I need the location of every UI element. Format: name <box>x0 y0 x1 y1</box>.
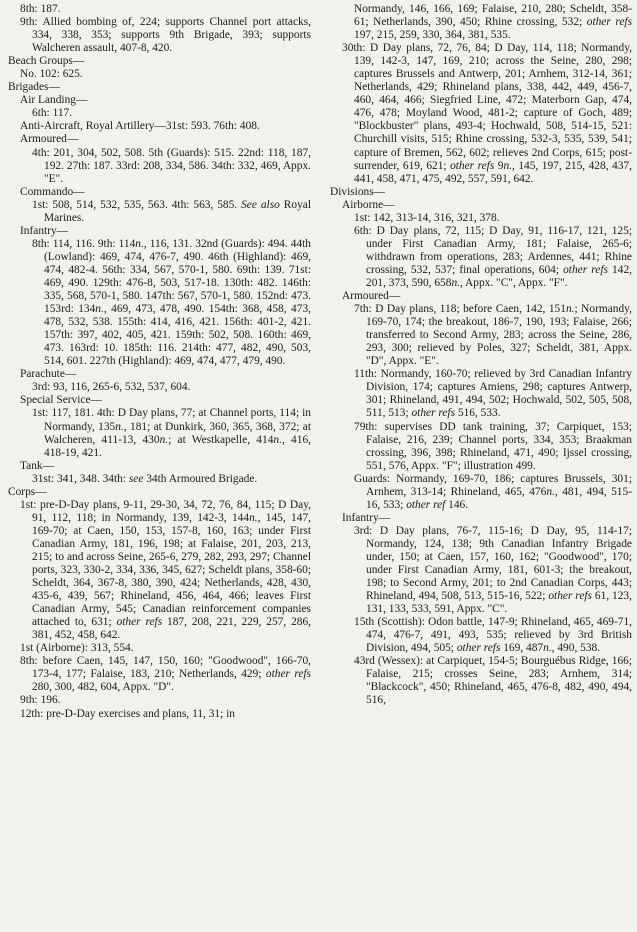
entry-text: 4th: 201, 304, 502, 508. 5th (Guards): 515. 22nd: 118, 187, 192. 27th: 187. 33rd: 208, 334, 586. 34th: 332, 469, Appx. "E". <box>32 146 311 185</box>
entry-text: 15th (Scottish): Odon battle, 147-9; Rhineland, 465, 469-71, 474, 476-7, 491, 493, 535; relieved by 3rd British Division, 494, 505; <box>354 616 632 655</box>
index-entry <box>330 290 632 303</box>
entry-text: 12th: pre-D-Day exercises and plans, 11, 31; in <box>20 707 235 720</box>
italic-text: other refs <box>548 590 592 603</box>
entry-text: 7th: D Day plans, 118; before Caen, 142, 151 <box>354 303 566 316</box>
italic-text: n. <box>249 511 258 524</box>
index-entry <box>8 381 311 394</box>
entry-text: , 490, 538. <box>551 642 601 655</box>
italic-text: other refs <box>563 263 608 276</box>
entry-text: 61, 123, 131, 133, 533, 591, Appx. "C". <box>366 590 632 616</box>
entry-text: No. 102: 625. <box>20 68 83 81</box>
index-entry <box>8 407 311 459</box>
entry-text: 1st: pre-D-Day plans, 9-11, 29-30, 34, 72, 76, 84, 115; D Day, 91, 112, 118; in Normandy, 139, 142-3, 144 <box>20 498 311 524</box>
index-entry <box>330 212 632 225</box>
entry-text: ; Normandy, 169-70, 174; the breakout, 186-7, 190, 193; Falaise, 266; transferred to Second Army, 283; across the Seine, 286, 293, 300; relieved by Poles, 327; Scheldt, 381, Appx. "D", Appx. "E". <box>366 303 632 368</box>
entry-text: Anti-Aircraft, Royal Artillery—31st: 593. 76th: 408. <box>20 120 260 133</box>
entry-text: 31st: 341, 348. 34th: <box>32 472 129 485</box>
entry-text: 43rd (Wessex): at Carpiquet, 154-5; Bourguébus Ridge, 166; Falaise, 215; crosses Seine, 283; Arnhem, 314; "Blackcock", 450; Rhineland, 465, 476-8, 482, 490, 494, 516, <box>354 655 632 707</box>
italic-text: other refs <box>456 642 501 655</box>
italic-text: other refs <box>116 616 163 629</box>
index-entry <box>330 42 632 186</box>
italic-text: n. <box>543 642 552 655</box>
index-entry <box>330 368 632 420</box>
entry-text: 6th: D Day plans, 72, 115; D Day, 91, 116-17, 121, 125; under First Canadian Army, 181; Falaise, 265-6; withdrawn from operations, 283; Ardennes, 441; Rhine crossing, 532, 537; final operations, 604; <box>354 224 632 276</box>
entry-text: Airborne— <box>342 198 395 211</box>
index-entry <box>8 16 311 55</box>
entry-text: 9th: 196. <box>20 694 61 707</box>
index-column-right <box>330 3 632 708</box>
index-entry <box>8 473 311 486</box>
italic-text: see <box>128 472 144 485</box>
index-entry <box>8 120 311 133</box>
entry-text: 3rd: D Day plans, 76-7, 115-16; D Day, 95, 114-17; Normandy, 124, 138; 9th Canadian Infantry Brigade under, 150; at Caen, 157, 160, 162; "Goodwood", 170; under First Canadian Army, 181, 601-3; the breakout, 198; to Second Army, 201; to 2nd Canadian Corps, 443; Rhineland, 494, 508, 513, 515-16, 522; <box>354 524 632 603</box>
entry-text: 9th: Allied bombing of, 224; supports Channel port attacks, 334, 338, 353; supports 9th Brigade, 393; supports Walcheren assault, 407-8, 420. <box>20 16 311 55</box>
italic-text: n. <box>135 237 144 250</box>
entry-text: Normandy, 146, 166, 169; Falaise, 210, 280; Scheldt, 358-61; Netherlands, 390, 450; Rhine crossing, 532; <box>354 3 632 29</box>
italic-text: n. <box>273 433 282 446</box>
italic-text: n. <box>503 159 512 172</box>
index-entry <box>8 68 311 81</box>
entry-text: Infantry— <box>342 511 391 524</box>
entry-text: 280, 300, 482, 604, Appx. "D". <box>32 681 174 694</box>
entry-text: Royal Marines. <box>44 198 311 224</box>
index-entry <box>8 186 311 199</box>
entry-text: Beach Groups— <box>8 55 85 68</box>
index-entry <box>330 655 632 707</box>
index-entry <box>8 499 311 643</box>
entry-text: Tank— <box>20 459 54 472</box>
italic-text: See also <box>241 198 280 211</box>
entry-text: Corps— <box>8 485 47 498</box>
italic-text: n. <box>451 276 460 289</box>
entry-text: 1st: 117, 181. 4th: D Day plans, 77; at Channel ports, 114; in Normandy, 135 <box>32 407 311 433</box>
entry-text: , 481, 494, 515-16, 533; <box>366 485 632 511</box>
entry-text: 34th Armoured Brigade. <box>143 472 258 485</box>
index-entry <box>8 642 311 655</box>
index-entry <box>330 225 632 290</box>
index-entry <box>330 421 632 473</box>
entry-text: , 145, 147, 169-70; at Caen, 150, 153, 157-8, 160, 163; under First Canadian Army, 181, 196, 198; at Falaise, 201, 203, 213, 215; to and across Seine, 265-6, 279, 282, 293, 297; Channel ports, 323, 330-2, 334, 336, 345, 627; Scheldt plans, 358-60; Scheldt, 364, 367-8, 380, 390, 424; Netherlands, 428, 430, 435-6, 439, 567; Rhineland, 456, 464, 466; leaves First Canadian Army, 545; Canadian reinforcement companies attached to, 631; <box>32 511 311 629</box>
index-entry <box>330 199 632 212</box>
index-entry <box>330 186 632 199</box>
italic-text: other refs <box>586 16 633 29</box>
entry-text: 8th: before Caen, 145, 147, 150, 160; "Goodwood", 166-70, 173-4, 177; Falaise, 183, 210; Netherlands, 429; <box>20 655 311 681</box>
italic-text: other refs <box>450 159 495 172</box>
entry-text: 6th: 117. <box>32 107 73 120</box>
index-entry <box>8 94 311 107</box>
index-entry <box>330 616 632 655</box>
index-entry <box>330 473 632 512</box>
index-entry <box>8 55 311 68</box>
index-entry <box>330 3 632 42</box>
index-entry <box>330 525 632 616</box>
index-entry <box>8 107 311 120</box>
entry-text: 169, 487 <box>500 642 544 655</box>
index-entry <box>8 368 311 381</box>
italic-text: n. <box>115 420 124 433</box>
entry-text: ; at Westkapelle, 414 <box>168 433 274 446</box>
entry-text: , Appx. "C", Appx. "F". <box>459 276 568 289</box>
entry-text: Armoured— <box>342 290 401 303</box>
index-entry <box>8 199 311 225</box>
index-entry <box>8 694 311 707</box>
entry-text: 1st: 142, 313-14, 316, 321, 378. <box>354 211 500 224</box>
index-entry <box>8 133 311 146</box>
entry-text: , 145, 197, 215, 428, 437, 441, 458, 471, 475, 492, 557, 591, 642. <box>354 159 632 185</box>
entry-text: Commando— <box>20 185 85 198</box>
entry-text: 8th: 187. <box>20 3 61 15</box>
index-entry <box>8 3 311 16</box>
italic-text: other refs <box>411 407 456 420</box>
index-column-left <box>8 3 311 721</box>
entry-text: Divisions— <box>330 185 386 198</box>
entry-text: 79th: supervises DD tank training, 37; Carpiquet, 153; Falaise, 216, 239; Channel ports, 334, 353; Braakman crossing, 396, 398; Rhineland, 471, 490; Ijssel crossing, 551, 576, Appx. "F"; illustration 499. <box>354 420 632 472</box>
entry-text: , 469, 473, 478, 490. 154th: 368, 458, 473, 478, 532, 538. 155th: 414, 416, 421. 156th: 401-2, 421. 157th: 397, 402, 405, 421. 159th: 502, 508. 160th: 469, 473. 163rd: 10. 185th: 116. 214th: 477, 482, 490, 503, 514, 601. 227th (Highland): 469, 474, 477, 479, 490. <box>44 303 311 368</box>
index-entry <box>330 512 632 525</box>
entry-text: 142, 201, 373, 590, 658 <box>366 263 632 289</box>
entry-text: 8th: 114, 116. 9th: 114 <box>32 237 136 250</box>
index-entry <box>8 225 311 238</box>
entry-text: 11th: Normandy, 160-70; relieved by 3rd Canadian Infantry Division, 174; captures Amiens, 298; captures Antwerp, 301; Rhineland, 491, 494, 502; Hochwald, 502, 505, 508, 511, 513; <box>354 368 632 420</box>
entry-text: 516, 533. <box>455 407 501 420</box>
index-entry <box>8 708 311 721</box>
entry-text: Air Landing— <box>20 94 88 107</box>
entry-text: 187, 208, 221, 229, 257, 286, 381, 452, 458, 642. <box>32 616 312 642</box>
italic-text: other refs <box>265 668 311 681</box>
entry-text: 197, 215, 259, 330, 364, 381, 535. <box>354 29 511 42</box>
entry-text: Armoured— <box>20 133 79 146</box>
index-entry <box>8 486 311 499</box>
entry-text: Parachute— <box>20 368 77 381</box>
index-entry <box>330 303 632 368</box>
entry-text: Brigades— <box>8 81 60 94</box>
entry-text: , 181; at Dunkirk, 360, 365, 368, 372; at Walcheren, 411-13, 430 <box>44 420 311 446</box>
italic-text: n. <box>159 433 169 446</box>
index-entry <box>8 81 311 94</box>
index-entry <box>8 655 311 694</box>
entry-text: Guards: Normandy, 169-70, 186; captures Brussels, 301; Arnhem, 313-14; Rhineland, 465, 476 <box>354 472 632 498</box>
entry-text: , 116, 131. 32nd (Guards): 494. 44th (Lowland): 469, 474, 476-7, 490. 46th (Highland): 469, 474, 482-4. 56th: 334, 567, 570-1, 580. 69th: 139. 71st: 469, 490. 129th: 476-8, 503, 517-18. 130th: 482. 146th: 335, 568, 570-1, 580. 147th: 567, 570-1, 580. 152nd: 473. 153rd: 134 <box>44 237 311 316</box>
entry-text: 3rd: 93, 116, 265-6, 532, 537, 604. <box>32 381 191 394</box>
italic-text: other ref <box>406 498 446 511</box>
entry-text: 9 <box>494 159 504 172</box>
index-entry <box>8 394 311 407</box>
entry-text: Special Service— <box>20 394 102 407</box>
index-entry <box>8 238 311 368</box>
index-entry <box>8 460 311 473</box>
entry-text: 1st: 508, 514, 532, 535, 563. 4th: 563, 585. <box>32 198 242 211</box>
entry-text: , 416, 418-19, 421. <box>44 433 311 459</box>
italic-text: n. <box>95 303 104 316</box>
entry-text: Infantry— <box>20 224 69 237</box>
entry-text: 146. <box>445 498 469 511</box>
italic-text: n. <box>565 303 575 316</box>
index-entry <box>8 147 311 186</box>
entry-text: 1st (Airborne): 313, 554. <box>20 642 134 655</box>
entry-text: 30th: D Day plans, 72, 76, 84; D Day, 114, 118; Normandy, 139, 142-3, 147, 169, 210; across the Seine, 280, 298; captures Brussels and Antwerp, 201; Arnhem, 312-14, 361; Netherlands, 429; Rhineland plans, 338, 442, 449, 456-7, 460, 464, 466; Siegfried Line, 472; Materborn Gap, 474, 476, 478; Moyland Wood, 481-2; capture of Goch, 489; "Blockbuster" plans, 493-4; Hochwald, 508, 514-15, 521: Churchill visits, 515; Rhine crossing, 532-3, 535, 539, 541; capture of Bremen, 562, 602; relieves 2nd Corps, 615; post-surrender, 619, 621; <box>342 42 632 172</box>
italic-text: n. <box>546 485 555 498</box>
